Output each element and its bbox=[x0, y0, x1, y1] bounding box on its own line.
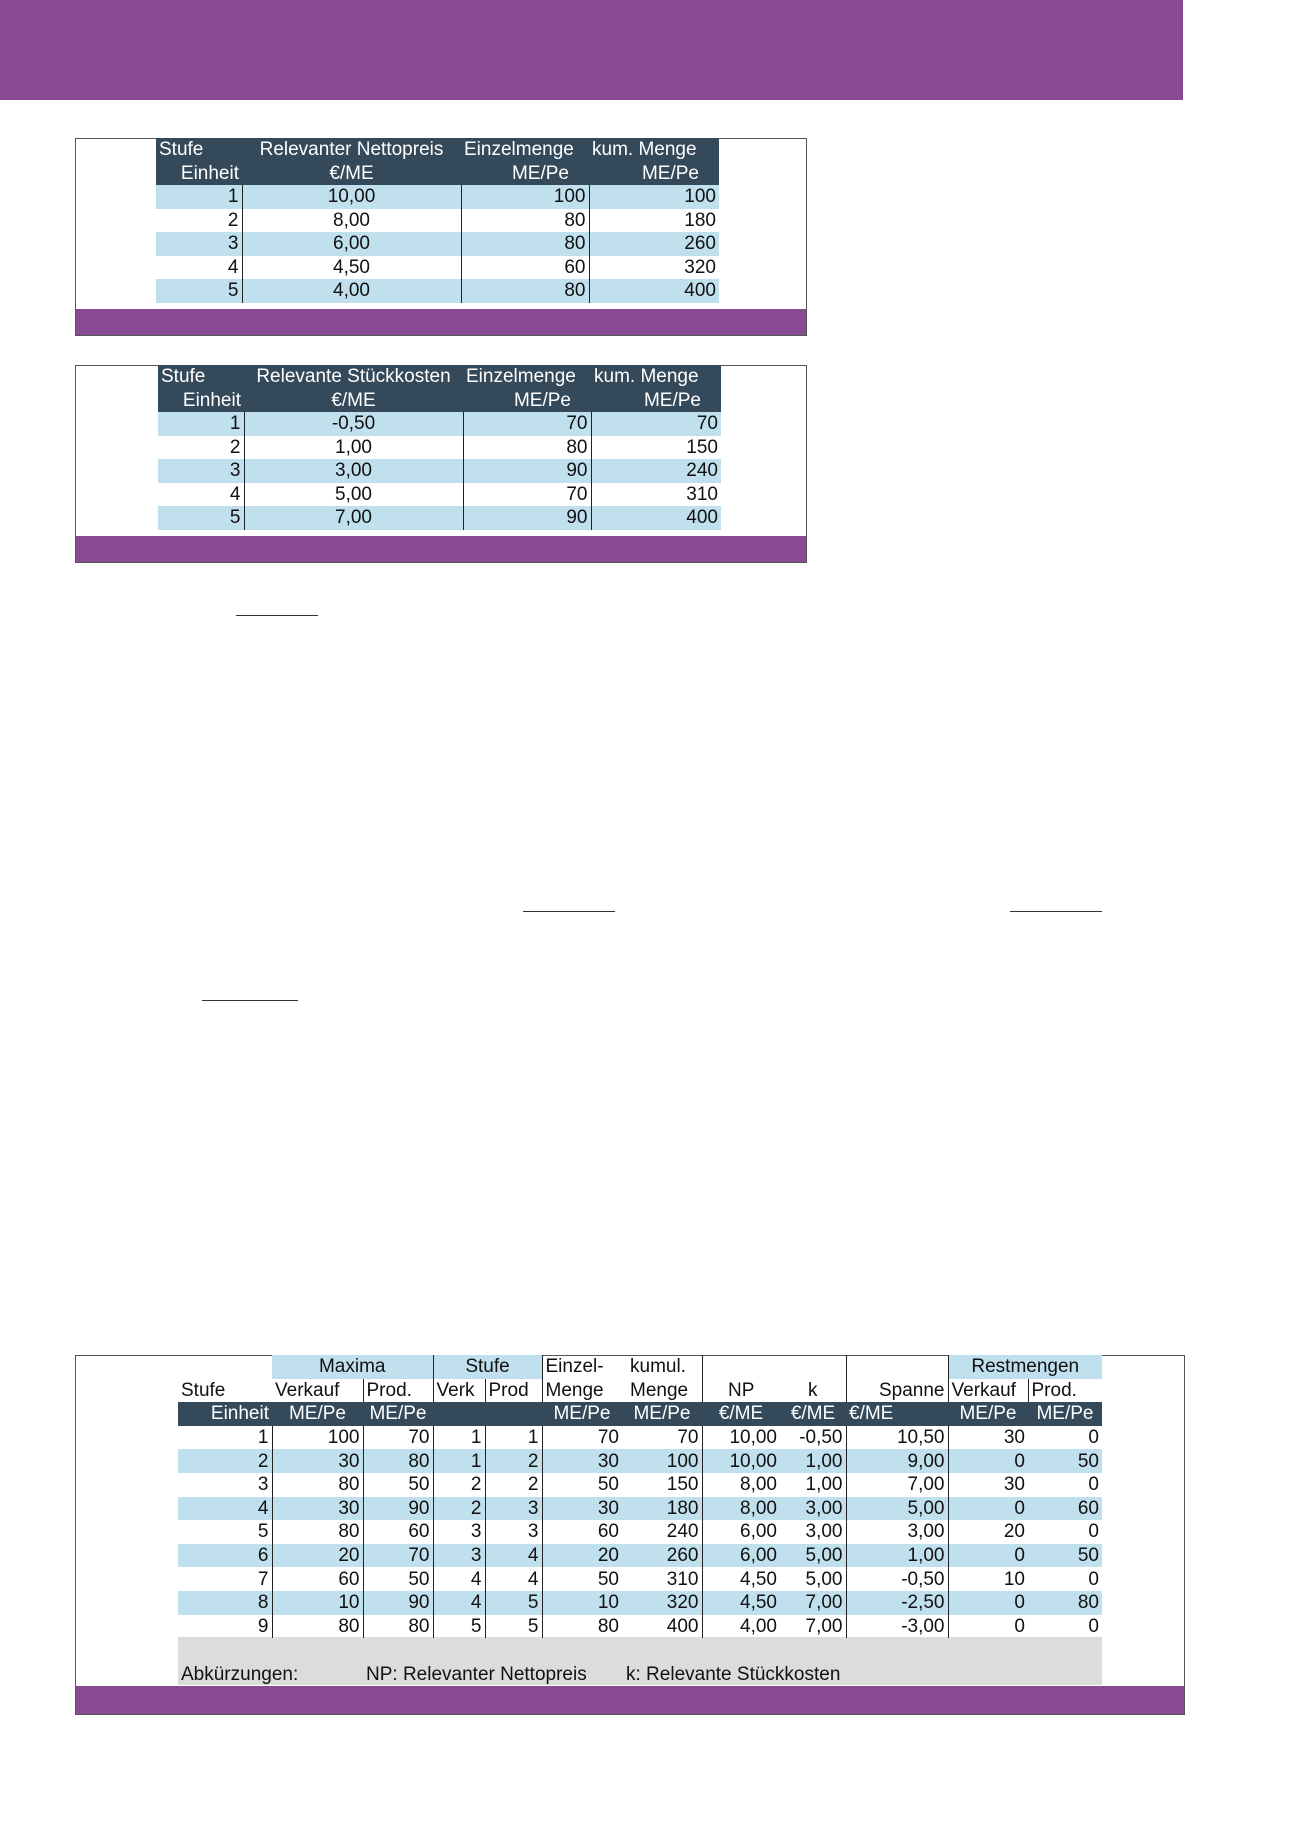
cell: 5,00 bbox=[780, 1544, 846, 1568]
cell: 180 bbox=[622, 1497, 702, 1521]
unit-cell: ME/Pe bbox=[542, 1402, 622, 1426]
table1-header-row bbox=[156, 138, 719, 162]
cell: 6,00 bbox=[702, 1544, 780, 1568]
cell: 60 bbox=[363, 1520, 433, 1544]
table3-unit-row bbox=[178, 1402, 1102, 1426]
cell: 30 bbox=[1003, 1474, 1025, 1496]
cell: 3 bbox=[485, 1520, 542, 1544]
sub-header-spanne: Spanne bbox=[846, 1379, 948, 1403]
cell: 1,00 bbox=[780, 1473, 846, 1497]
cell: 240 bbox=[622, 1520, 702, 1544]
table-row bbox=[156, 232, 719, 256]
cell: 70 bbox=[363, 1426, 433, 1450]
cell: 260 bbox=[622, 1544, 702, 1568]
cell: 7,00 bbox=[780, 1615, 846, 1639]
table3-footer-band bbox=[76, 1686, 1184, 1714]
cell: 3 bbox=[178, 1473, 272, 1497]
cell: 4 bbox=[156, 256, 242, 280]
cell: 30 bbox=[272, 1449, 363, 1473]
cell: 0 bbox=[1088, 1615, 1099, 1637]
cell: 50 bbox=[1028, 1544, 1102, 1568]
cell: 7,00 bbox=[846, 1473, 948, 1497]
cell: 10,00 bbox=[702, 1449, 780, 1473]
cell: 10,00 bbox=[729, 1427, 777, 1449]
abbreviation-k: k: Relevante Stückkosten bbox=[626, 1664, 841, 1685]
unit-cell: ME/Pe bbox=[591, 389, 721, 413]
cell: 30 bbox=[1003, 1427, 1025, 1449]
cell: 4,50 bbox=[740, 1568, 777, 1590]
cell: 3 bbox=[158, 459, 244, 483]
cell: 80 bbox=[461, 279, 589, 303]
cell: 50 bbox=[597, 1474, 619, 1496]
cell: 80 bbox=[272, 1473, 363, 1497]
cell: 80 bbox=[463, 436, 591, 460]
unit-cell: ME/Pe bbox=[363, 1402, 433, 1426]
cell: 60 bbox=[272, 1567, 363, 1591]
table-row bbox=[158, 506, 721, 530]
blank-line bbox=[236, 615, 318, 616]
cell: 60 bbox=[461, 256, 589, 280]
cell: 30 bbox=[542, 1497, 622, 1521]
header-cell: Einzelmenge bbox=[463, 365, 591, 389]
sub-header-verk: Verk bbox=[433, 1379, 485, 1403]
cell: 20 bbox=[1003, 1521, 1025, 1543]
cell: 3,00 bbox=[780, 1497, 846, 1521]
table-row bbox=[178, 1426, 1102, 1450]
cell: 0 bbox=[1088, 1568, 1099, 1590]
cell: 310 bbox=[686, 483, 718, 505]
sub-header-np: NP bbox=[728, 1379, 755, 1401]
table-row bbox=[178, 1497, 1102, 1521]
cell: 320 bbox=[622, 1591, 702, 1615]
cell: 0 bbox=[1088, 1521, 1099, 1543]
cell: 2 bbox=[485, 1473, 542, 1497]
sub-header-prod: Prod. bbox=[363, 1379, 433, 1403]
cell: 10,50 bbox=[846, 1426, 948, 1450]
cell: 310 bbox=[622, 1567, 702, 1591]
sub-header-stufe: Stufe bbox=[181, 1379, 226, 1401]
unit-cell: €/ME bbox=[846, 1402, 948, 1426]
cell: -0,50 bbox=[244, 412, 463, 436]
cell: 0 bbox=[948, 1591, 1028, 1615]
cell: 80 bbox=[363, 1615, 433, 1639]
unit-cell: €/ME bbox=[244, 389, 463, 413]
cell: 20 bbox=[542, 1544, 622, 1568]
sub-header-prod3: Prod. bbox=[1031, 1379, 1077, 1401]
cell: 6,00 bbox=[242, 232, 461, 256]
cell: 80 bbox=[461, 209, 589, 233]
cell: 5 bbox=[178, 1520, 272, 1544]
cell: 1 bbox=[178, 1426, 272, 1450]
cell: 0 bbox=[1014, 1615, 1025, 1637]
cell: 0 bbox=[948, 1497, 1028, 1521]
cell: 90 bbox=[463, 459, 591, 483]
table-row bbox=[178, 1473, 1102, 1497]
cell: 100 bbox=[461, 185, 589, 209]
unit-cell: €/ME bbox=[702, 1402, 780, 1426]
cell: 50 bbox=[597, 1568, 619, 1590]
table-row bbox=[178, 1449, 1102, 1473]
cell: 5 bbox=[485, 1615, 542, 1639]
cell: 60 bbox=[597, 1521, 619, 1543]
sub-header-menge: Menge bbox=[545, 1379, 604, 1401]
cell: 5 bbox=[156, 279, 242, 303]
cell: 50 bbox=[1028, 1449, 1102, 1473]
header-cell: Stufe bbox=[156, 138, 242, 162]
cell: 70 bbox=[463, 483, 591, 507]
cell: 4 bbox=[485, 1544, 542, 1568]
cell: 3 bbox=[156, 232, 242, 256]
cell: 180 bbox=[684, 209, 716, 231]
cell: 10 bbox=[1003, 1568, 1025, 1590]
cell: -2,50 bbox=[846, 1591, 948, 1615]
empty-cell bbox=[846, 1355, 948, 1379]
cell: 4 bbox=[158, 483, 244, 507]
header-cell: Relevanter Nettopreis bbox=[242, 138, 461, 162]
group-header-maxima: Maxima bbox=[272, 1355, 433, 1379]
cell: 3 bbox=[433, 1520, 485, 1544]
unit-cell: ME/Pe bbox=[272, 1402, 363, 1426]
top-header-band bbox=[0, 0, 1183, 100]
cell: 4 bbox=[433, 1567, 485, 1591]
cell: 1 bbox=[485, 1426, 542, 1450]
cell: 10 bbox=[272, 1591, 363, 1615]
cell: -0,50 bbox=[846, 1567, 948, 1591]
table-row bbox=[156, 256, 719, 280]
group-header-stufe: Stufe bbox=[433, 1355, 542, 1379]
cell: 1,00 bbox=[780, 1449, 846, 1473]
table1-net-price bbox=[156, 138, 719, 303]
table2-footer-band bbox=[76, 536, 806, 562]
cell: 2 bbox=[178, 1449, 272, 1473]
cell: 6,00 bbox=[740, 1521, 777, 1543]
cell: 1 bbox=[158, 412, 244, 436]
table-row bbox=[158, 436, 721, 460]
cell: 90 bbox=[463, 506, 591, 530]
cell: 70 bbox=[622, 1426, 702, 1450]
cell: 80 bbox=[461, 232, 589, 256]
cell: 8,00 bbox=[242, 209, 461, 233]
sub-header-verkauf: Verkauf bbox=[272, 1379, 363, 1403]
table2-header-row bbox=[158, 365, 721, 389]
sub-header-verkauf2: Verkauf bbox=[948, 1379, 1028, 1403]
table3-sub-header-row bbox=[178, 1379, 1102, 1403]
cell: 90 bbox=[363, 1591, 433, 1615]
table-row bbox=[178, 1567, 1102, 1591]
cell: 150 bbox=[686, 436, 718, 458]
abbreviations-label: Abkürzungen: bbox=[181, 1664, 299, 1685]
cell: 5,00 bbox=[846, 1497, 948, 1521]
cell: 70 bbox=[591, 412, 721, 436]
abbreviation-np: NP: Relevanter Nettopreis bbox=[366, 1664, 587, 1685]
cell: 80 bbox=[272, 1615, 363, 1639]
blank-line bbox=[1010, 911, 1102, 912]
cell: 10,00 bbox=[242, 185, 461, 209]
unit-cell: €/ME bbox=[780, 1402, 846, 1426]
header-cell: kum. Menge bbox=[591, 365, 721, 389]
empty-cell bbox=[780, 1355, 846, 1379]
group-header-einzel: Einzel- bbox=[545, 1356, 604, 1378]
cell: 6 bbox=[178, 1544, 272, 1568]
cell: 4,50 bbox=[702, 1591, 780, 1615]
cell: 50 bbox=[363, 1567, 433, 1591]
unit-cell: ME/Pe bbox=[1028, 1402, 1102, 1426]
cell: 30 bbox=[542, 1449, 622, 1473]
cell: 5 bbox=[485, 1591, 542, 1615]
sub-header-menge2: Menge bbox=[622, 1379, 702, 1403]
table2-unit-cost bbox=[158, 365, 721, 530]
cell: 2 bbox=[156, 209, 242, 233]
cell: 2 bbox=[433, 1473, 485, 1497]
table-row bbox=[178, 1520, 1102, 1544]
sub-header-prod2: Prod bbox=[485, 1379, 542, 1403]
cell: 3,00 bbox=[780, 1520, 846, 1544]
empty-cell bbox=[178, 1355, 272, 1379]
table-row bbox=[156, 279, 719, 303]
unit-cell: Einheit bbox=[156, 162, 242, 186]
cell: 70 bbox=[463, 412, 591, 436]
cell: 400 bbox=[589, 279, 719, 303]
cell: 0 bbox=[948, 1544, 1028, 1568]
cell: -3,00 bbox=[846, 1615, 948, 1639]
table2-unit-row bbox=[158, 389, 721, 413]
cell: 7,00 bbox=[244, 506, 463, 530]
cell: 150 bbox=[622, 1473, 702, 1497]
header-cell: Relevante Stückkosten bbox=[244, 365, 463, 389]
table1-unit-row bbox=[156, 162, 719, 186]
cell: 3,00 bbox=[244, 459, 463, 483]
cell: 4,00 bbox=[242, 279, 461, 303]
unit-cell: ME/Pe bbox=[589, 162, 719, 186]
table1-footer-band bbox=[76, 309, 806, 335]
blank-line bbox=[523, 911, 615, 912]
header-cell: kum. Menge bbox=[589, 138, 719, 162]
sub-header-k: k bbox=[780, 1379, 846, 1403]
cell: 2 bbox=[158, 436, 244, 460]
cell: 90 bbox=[363, 1497, 433, 1521]
table-row bbox=[158, 412, 721, 436]
unit-cell: ME/Pe bbox=[948, 1402, 1028, 1426]
cell: 7,00 bbox=[780, 1591, 846, 1615]
cell: 3 bbox=[485, 1497, 542, 1521]
cell: 1,00 bbox=[846, 1544, 948, 1568]
cell: 0 bbox=[948, 1449, 1028, 1473]
cell: 400 bbox=[591, 506, 721, 530]
cell: 3 bbox=[433, 1544, 485, 1568]
cell: 0 bbox=[1088, 1474, 1099, 1496]
cell: 8,00 bbox=[702, 1497, 780, 1521]
cell: 100 bbox=[272, 1426, 363, 1450]
cell: 70 bbox=[597, 1427, 619, 1449]
cell: 20 bbox=[272, 1544, 363, 1568]
unit-cell: ME/Pe bbox=[622, 1402, 702, 1426]
table-row bbox=[178, 1544, 1102, 1568]
cell: 3,00 bbox=[846, 1520, 948, 1544]
cell: 400 bbox=[622, 1615, 702, 1639]
cell: 80 bbox=[1028, 1591, 1102, 1615]
header-cell: Einzelmenge bbox=[461, 138, 589, 162]
cell: 1 bbox=[156, 185, 242, 209]
table-row bbox=[178, 1591, 1102, 1615]
cell: 80 bbox=[272, 1520, 363, 1544]
unit-cell: Einheit bbox=[178, 1402, 272, 1426]
group-header-kumul: kumul. bbox=[622, 1355, 702, 1379]
cell: 320 bbox=[684, 256, 716, 278]
empty-cell bbox=[702, 1355, 780, 1379]
cell: 1 bbox=[433, 1426, 485, 1450]
cell: 4 bbox=[178, 1497, 272, 1521]
cell: 240 bbox=[591, 459, 721, 483]
table-row bbox=[156, 185, 719, 209]
cell: 1 bbox=[433, 1449, 485, 1473]
table3-combined bbox=[178, 1355, 1102, 1638]
cell: 260 bbox=[589, 232, 719, 256]
table-row bbox=[158, 483, 721, 507]
cell: 1,00 bbox=[244, 436, 463, 460]
table3-group-header-row bbox=[178, 1355, 1102, 1379]
table-row bbox=[158, 459, 721, 483]
cell: 100 bbox=[589, 185, 719, 209]
table-row bbox=[178, 1615, 1102, 1639]
unit-cell: €/ME bbox=[242, 162, 461, 186]
cell: 5,00 bbox=[244, 483, 463, 507]
cell: 80 bbox=[363, 1449, 433, 1473]
unit-cell bbox=[485, 1402, 542, 1426]
cell: 7 bbox=[178, 1567, 272, 1591]
header-cell: Stufe bbox=[158, 365, 244, 389]
unit-cell bbox=[433, 1402, 485, 1426]
cell: 30 bbox=[272, 1497, 363, 1521]
unit-cell: Einheit bbox=[158, 389, 244, 413]
cell: 100 bbox=[622, 1449, 702, 1473]
unit-cell: ME/Pe bbox=[463, 389, 591, 413]
cell: 4 bbox=[433, 1591, 485, 1615]
unit-cell: ME/Pe bbox=[461, 162, 589, 186]
cell: 60 bbox=[1028, 1497, 1102, 1521]
cell: 8 bbox=[178, 1591, 272, 1615]
group-header-restmengen: Restmengen bbox=[948, 1355, 1102, 1379]
cell: 9 bbox=[178, 1615, 272, 1639]
cell: 5 bbox=[433, 1615, 485, 1639]
blank-line bbox=[202, 1000, 298, 1001]
cell: 50 bbox=[363, 1473, 433, 1497]
cell: 9,00 bbox=[846, 1449, 948, 1473]
cell: 5,00 bbox=[780, 1567, 846, 1591]
cell: 4,50 bbox=[242, 256, 461, 280]
table-row bbox=[156, 209, 719, 233]
cell: 4 bbox=[485, 1567, 542, 1591]
cell: 4,00 bbox=[740, 1615, 777, 1637]
cell: 5 bbox=[158, 506, 244, 530]
cell: 2 bbox=[485, 1449, 542, 1473]
cell: 10 bbox=[542, 1591, 622, 1615]
cell: 8,00 bbox=[740, 1474, 777, 1496]
cell: 70 bbox=[363, 1544, 433, 1568]
cell: -0,50 bbox=[780, 1426, 846, 1450]
cell: 2 bbox=[433, 1497, 485, 1521]
cell: 80 bbox=[597, 1615, 619, 1637]
cell: 0 bbox=[1088, 1427, 1099, 1449]
